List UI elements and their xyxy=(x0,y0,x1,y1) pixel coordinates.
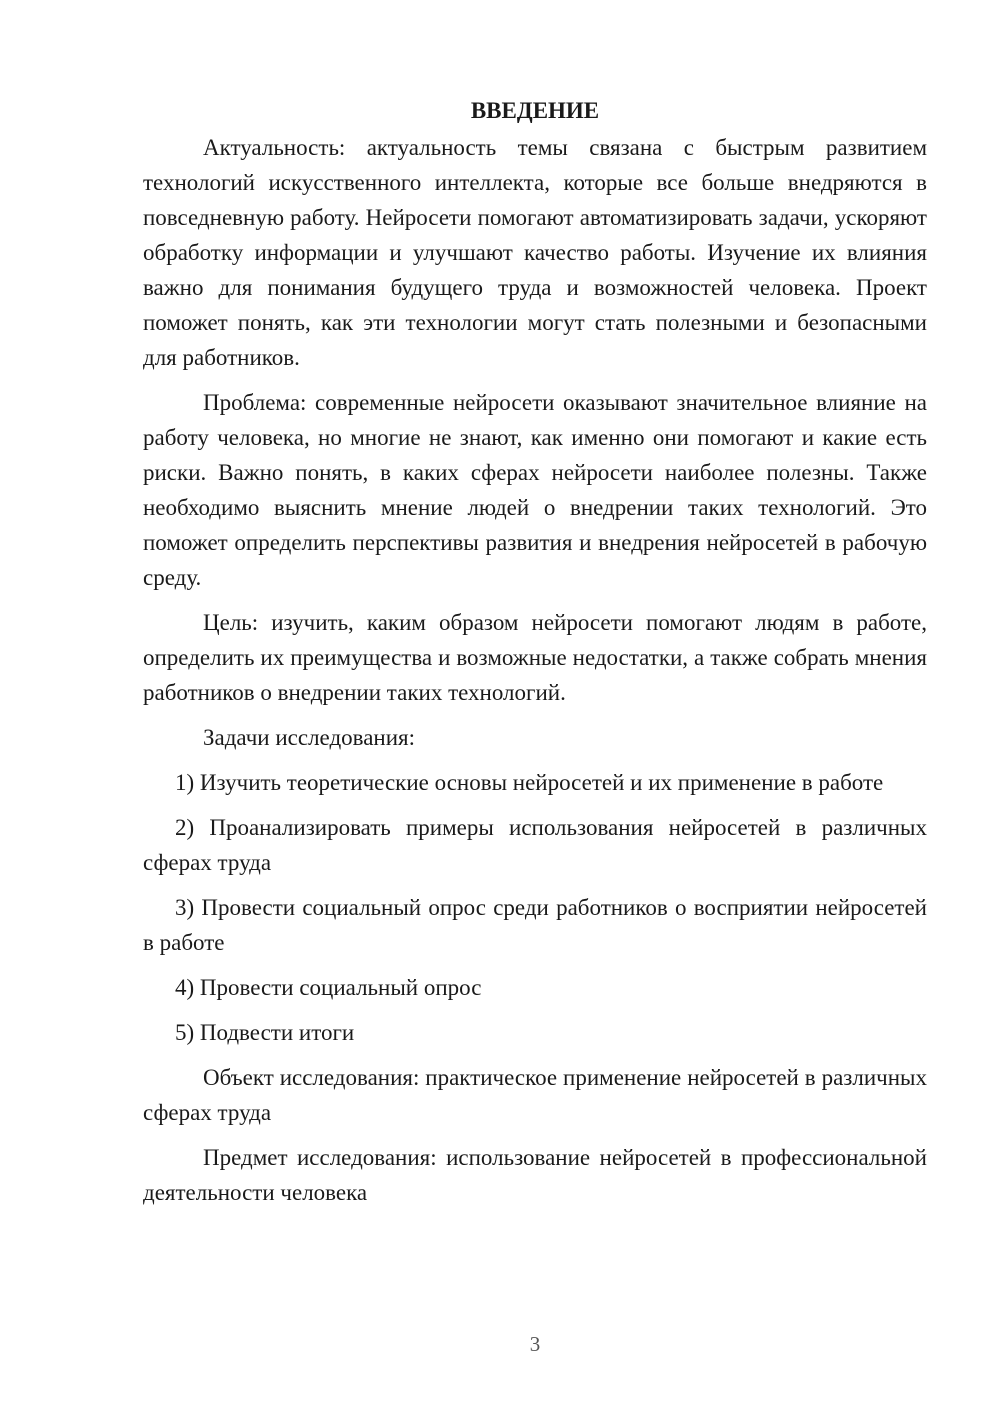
task-item: 4) Провести социальный опрос xyxy=(175,975,482,1000)
task-item: 5) Подвести итоги xyxy=(175,1020,355,1045)
section-title: ВВЕДЕНИЕ xyxy=(470,98,600,123)
task-item: 1) Изучить теоретические основы нейросетей и их применение в работе xyxy=(175,770,884,795)
page-number: 3 xyxy=(529,1332,541,1356)
research-subject-paragraph: Предмет исследования: использование нейросетей в профессиональной деятельности человека xyxy=(143,1145,927,1205)
tasks-heading: Задачи исследования: xyxy=(203,725,416,750)
relevance-paragraph: Актуальность: актуальность темы связана с быстрым развитием технологий искусственного интеллекта, которые все больше внедряются в повседневную работу. Нейросети помогают автоматизировать задачи, ускоряют обработку информации и улучшают качество работы. Изучение их влияния важно для понимания будущего труда и возможностей человека. Проект поможет понять, как эти технологии могут стать полезными и безопасными для работников. xyxy=(143,135,927,370)
task-item: 3) Провести социальный опрос среди работников о восприятии нейросетей в работе xyxy=(143,895,927,955)
goal-paragraph: Цель: изучить, каким образом нейросети помогают людям в работе, определить их преимущества и возможные недостатки, а также собрать мнения работников о внедрении таких технологий. xyxy=(143,610,927,705)
research-object-paragraph: Объект исследования: практическое применение нейросетей в различных сферах труда xyxy=(143,1065,927,1125)
task-item: 2) Проанализировать примеры использования нейросетей в различных сферах труда xyxy=(143,815,927,875)
problem-paragraph: Проблема: современные нейросети оказывают значительное влияние на работу человека, но многие не знают, как именно они помогают и какие есть риски. Важно понять, в каких сферах нейросети наиболее полезны. Также необходимо выяснить мнение людей о внедрении таких технологий. Это поможет определить перспективы развития и внедрения нейросетей в рабочую среду. xyxy=(143,390,927,590)
page-content xyxy=(143,93,927,1220)
